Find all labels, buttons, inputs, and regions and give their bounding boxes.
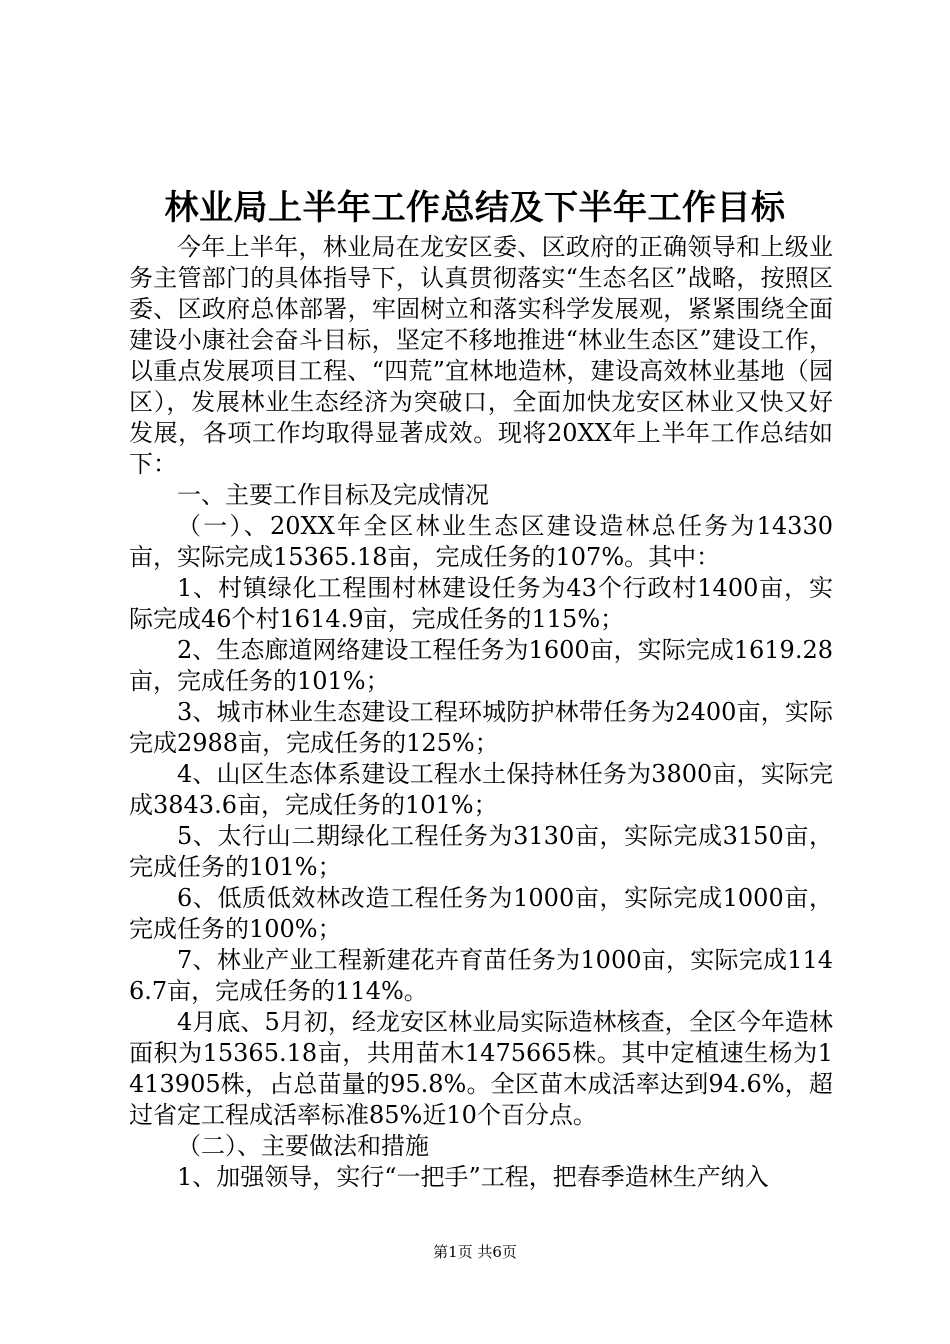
list-item-taihang-greening: 5、太行山二期绿化工程任务为3130亩，实际完成3150亩，完成任务的101%； [129,822,833,881]
list-item-forestry-industry: 7、林业产业工程新建花卉育苗任务为1000亩，实际完成1146.7亩，完成任务的114%。 [129,946,833,1005]
section-heading-goals: 一、主要工作目标及完成情况 [177,481,489,509]
page-footer: 第1页 共6页 [433,1243,517,1261]
list-item-village-greening: 1、村镇绿化工程围村林建设任务为43个行政村1400亩，实际完成46个村1614.9亩，完成任务的115%； [129,574,833,633]
list-item-leadership: 1、加强领导，实行“一把手”工程，把春季造林生产纳入 [177,1163,769,1191]
list-item-eco-corridor: 2、生态廊道网络建设工程任务为1600亩，实际完成1619.28亩，完成任务的101%； [129,636,833,695]
list-item-mountain-ecology: 4、山区生态体系建设工程水土保持林任务为3800亩，实际完成3843.6亩，完成任务的101%； [129,760,833,819]
section-heading-measures: （二）、主要做法和措施 [177,1132,429,1160]
list-item-forest-improvement: 6、低质低效林改造工程任务为1000亩，实际完成1000亩，完成任务的100%； [129,884,833,943]
document-body [129,232,833,1193]
paragraph-verification: 4月底、5月初，经龙安区林业局实际造林核查，全区今年造林面积为15365.18亩，共用苗木1475665株。其中定植速生杨为1413905株，占总苗量的95.8%。全区苗木成活率达到94.6%，超过省定工程成活率标准85%近10个百分点。 [129,1008,833,1129]
paragraph-overall-task: （一）、20XX年全区林业生态区建设造林总任务为14330亩，实际完成15365.18亩，完成任务的107%。其中： [129,512,833,571]
paragraph-intro: 今年上半年，林业局在龙安区委、区政府的正确领导和上级业务主管部门的具体指导下，认真贯彻落实“生态名区”战略，按照区委、区政府总体部署，牢固树立和落实科学发展观，紧紧围绕全面建设小康社会奋斗目标，坚定不移地推进“林业生态区”建设工作，以重点发展项目工程、“四荒”宜林地造林，建设高效林业基地（园区），发展林业生态经济为突破口，全面加快龙安区林业又快又好发展，各项工作均取得显著成效。现将20XX年上半年工作总结如下： [129,233,833,478]
list-item-urban-forestry: 3、城市林业生态建设工程环城防护林带任务为2400亩，实际完成2988亩，完成任务的125%； [129,698,833,757]
document-title: 林业局上半年工作总结及下半年工作目标 [164,188,786,228]
